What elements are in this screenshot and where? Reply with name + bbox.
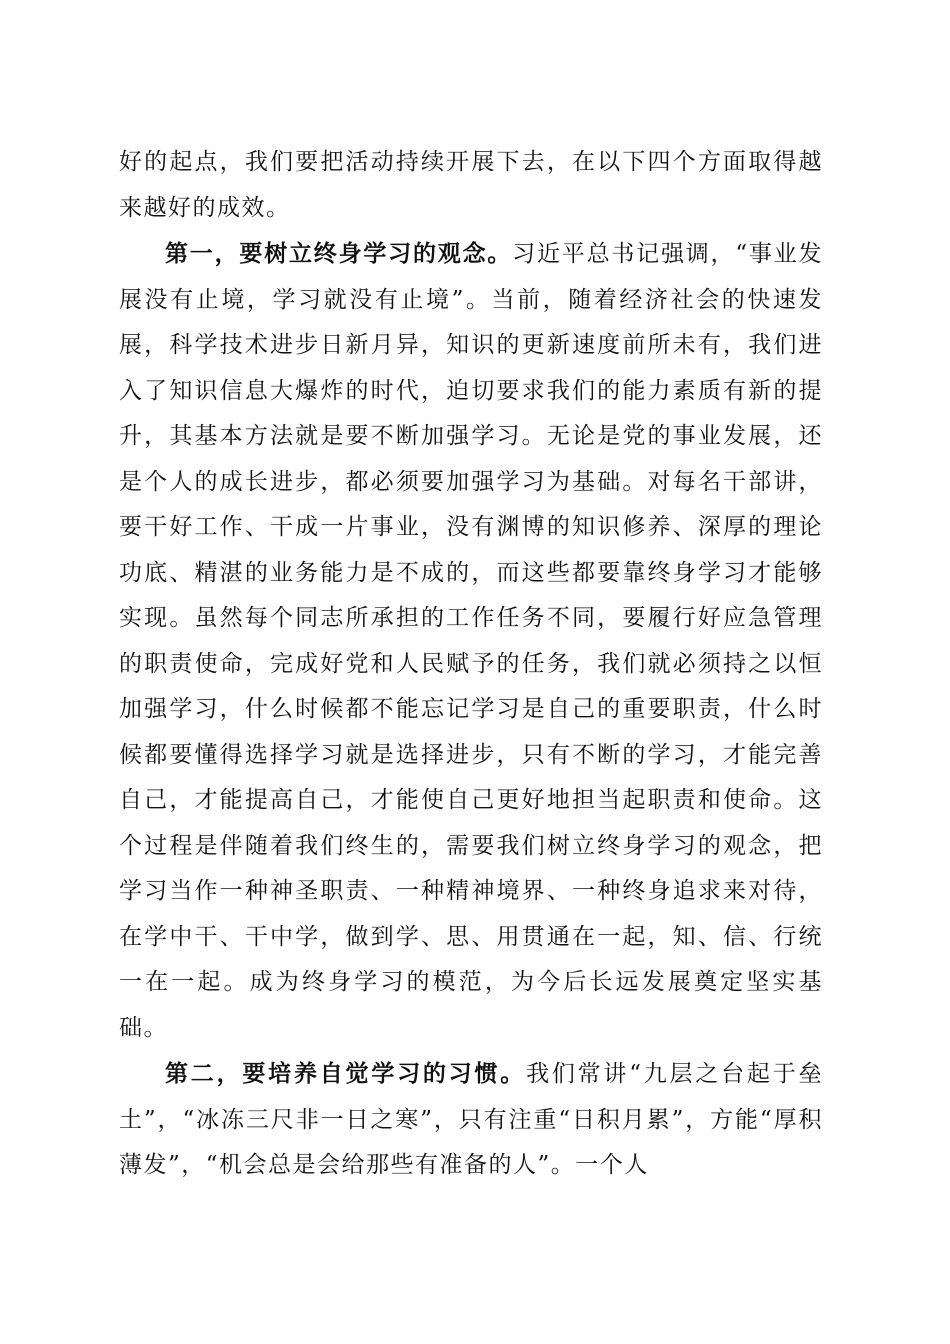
document-body [119,140,823,1189]
paragraph-text: 好的起点，我们要把活动持续开展下去，在以下四个方面取得越来越好的成效。 [119,149,823,221]
paragraph-continuation [119,140,823,231]
paragraph-second-point [119,1051,823,1189]
paragraph-text: 我们常讲“九层之台起于垒土”，“冰冻三尺非一日之寒”，只有注重“日积月累”，方能“厚积薄发”，“机会总是会给那些有准备的人”。一个人 [119,1061,824,1178]
paragraph-heading: 第一，要树立终身学习的观念。 [165,240,513,267]
paragraph-heading: 第二，要培养自觉学习的习惯。 [165,1060,527,1087]
paragraph-text: 习近平总书记强调，“事业发展没有止境，学习就没有止境”。当前，随着经济社会的快速发展，科学技术进步日新月异，知识的更新速度前所未有，我们进入了知识信息大爆炸的时代，迫切要求我们的能力素质有新的提升，其基本方法就是要不断加强学习。无论是党的事业发展，还是个人的成长进步，都必须要加强学习为基础。对每名干部讲，要干好工作、干成一片事业，没有渊博的知识修养、深厚的理论功底、精湛的业务能力是不成的，而这些都要靠终身学习才能够实现。虽然每个同志所承担的工作任务不同，要履行好应急管理的职责使命，完成好党和人民赋予的任务，我们就必须持之以恒加强学习，什么时候都不能忘记学习是自己的重要职责，什么时候都要懂得选择学习就是选择进步，只有不断的学习，才能完善自己，才能提高自己，才能使自己更好地担当起职责和使命。这个过程是伴随着我们终生的，需要我们树立终身学习的观念，把学习当作一种神圣职责、一种精神境界、一种终身追求来对待，在学中干、干中学，做到学、思、用贯通在一起，知、信、行统一在一起。成为终身学习的模范，为今后长远发展奠定坚实基础。 [119,241,823,1041]
paragraph-first-point [119,231,823,1051]
